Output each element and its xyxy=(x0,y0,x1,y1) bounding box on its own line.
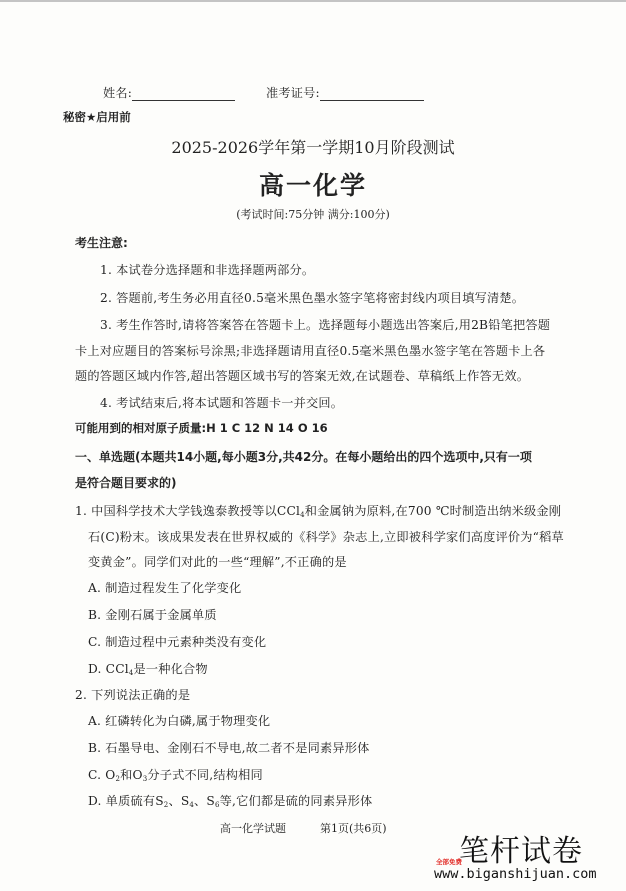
question-1-option-c: C. 制造过程中元素种类没有变化 xyxy=(88,635,267,649)
name-label: 姓名: xyxy=(103,86,133,100)
question-2-stem: 2. 下列说法正确的是 xyxy=(75,688,191,702)
section-heading-line-2: 是符合题目要求的) xyxy=(75,476,177,490)
notice-item-3-line-2: 卡上对应题目的答案标号涂黑;非选择题请用直径0.5毫米黑色墨水签字笔在答题卡上各 xyxy=(75,344,546,358)
notice-item-3-line-3: 题的答题区域内作答,超出答题区域书写的答案无效,在试题卷、草稿纸上作答无效。 xyxy=(75,369,530,383)
subject-title: 高一化学 xyxy=(258,171,367,200)
question-1-stem-line-3: 变黄金”。同学们对此的一些“理解”,不正确的是 xyxy=(88,555,347,569)
exam-title: 2025-2026学年第一学期10月阶段测试 xyxy=(171,138,455,157)
top-border xyxy=(0,0,626,2)
section-heading-line-1: 一、单选题(本题共14小题,每小题3分,共42分。在每小题给出的四个选项中,只有一项 xyxy=(75,450,532,464)
watermark-url: www.biganshijuan.com xyxy=(434,866,597,882)
notice-heading: 考生注意: xyxy=(75,236,128,250)
question-1-stem-line-1: 1. 中国科学技术大学钱逸泰教授等以CCl$_4$和金属钠为原料,在700 ℃时制造出纳米级金刚 xyxy=(75,504,562,519)
question-2-option-b: B. 石墨导电、金刚石不导电,故二者不是同素异形体 xyxy=(88,741,370,755)
question-1-option-b: B. 金刚石属于金属单质 xyxy=(88,608,217,622)
footer-page-info: 第1页(共6页) xyxy=(320,822,387,835)
footer-subject-label: 高一化学试题 xyxy=(220,822,286,835)
exam-id-blank xyxy=(320,88,424,101)
name-field xyxy=(103,84,235,101)
confidential-label: 秘密★启用前 xyxy=(63,110,131,124)
notice-item-1: 1. 本试卷分选择题和非选择题两部分。 xyxy=(100,263,315,277)
question-2-option-d: D. 单质硫有$S_2$、$S_4$、$S_6$等,它们都是硫的同素异形体 xyxy=(88,794,373,809)
exam-time-info: (考试时间:75分钟 满分:100分) xyxy=(236,208,390,221)
notice-item-3-line-1: 3. 考生作答时,请将答案答在答题卡上。选择题每小题选出答案后,用2B铅笔把答题 xyxy=(100,318,551,332)
question-1-stem-line-2: 石(C)粉末。该成果发表在世界权威的《科学》杂志上,立即被科学家们高度评价为“稻草 xyxy=(88,530,564,544)
question-1-option-a: A. 制造过程发生了化学变化 xyxy=(88,581,242,595)
question-1-option-d: D. CCl$_4$是一种化合物 xyxy=(88,662,208,677)
question-2-option-a: A. 红磷转化为白磷,属于物理变化 xyxy=(88,714,271,728)
watermark-brand: 笔杆试卷 xyxy=(459,834,583,869)
notice-item-4: 4. 考试结束后,将本试题和答题卡一并交回。 xyxy=(100,396,344,410)
notice-item-2: 2. 答题前,考生务必用直径0.5毫米黑色墨水签字笔将密封线内项目填写清楚。 xyxy=(100,291,525,305)
exam-id-field xyxy=(266,84,424,101)
question-2-option-c: C. $O_2$和$O_3$分子式不同,结构相同 xyxy=(88,768,263,783)
exam-id-label: 准考证号: xyxy=(266,86,320,100)
atomic-mass-info: 可能用到的相对原子质量:H 1 C 12 N 14 O 16 xyxy=(75,421,328,435)
watermark-tag: 全部免费 xyxy=(436,858,462,866)
name-blank xyxy=(132,88,235,101)
